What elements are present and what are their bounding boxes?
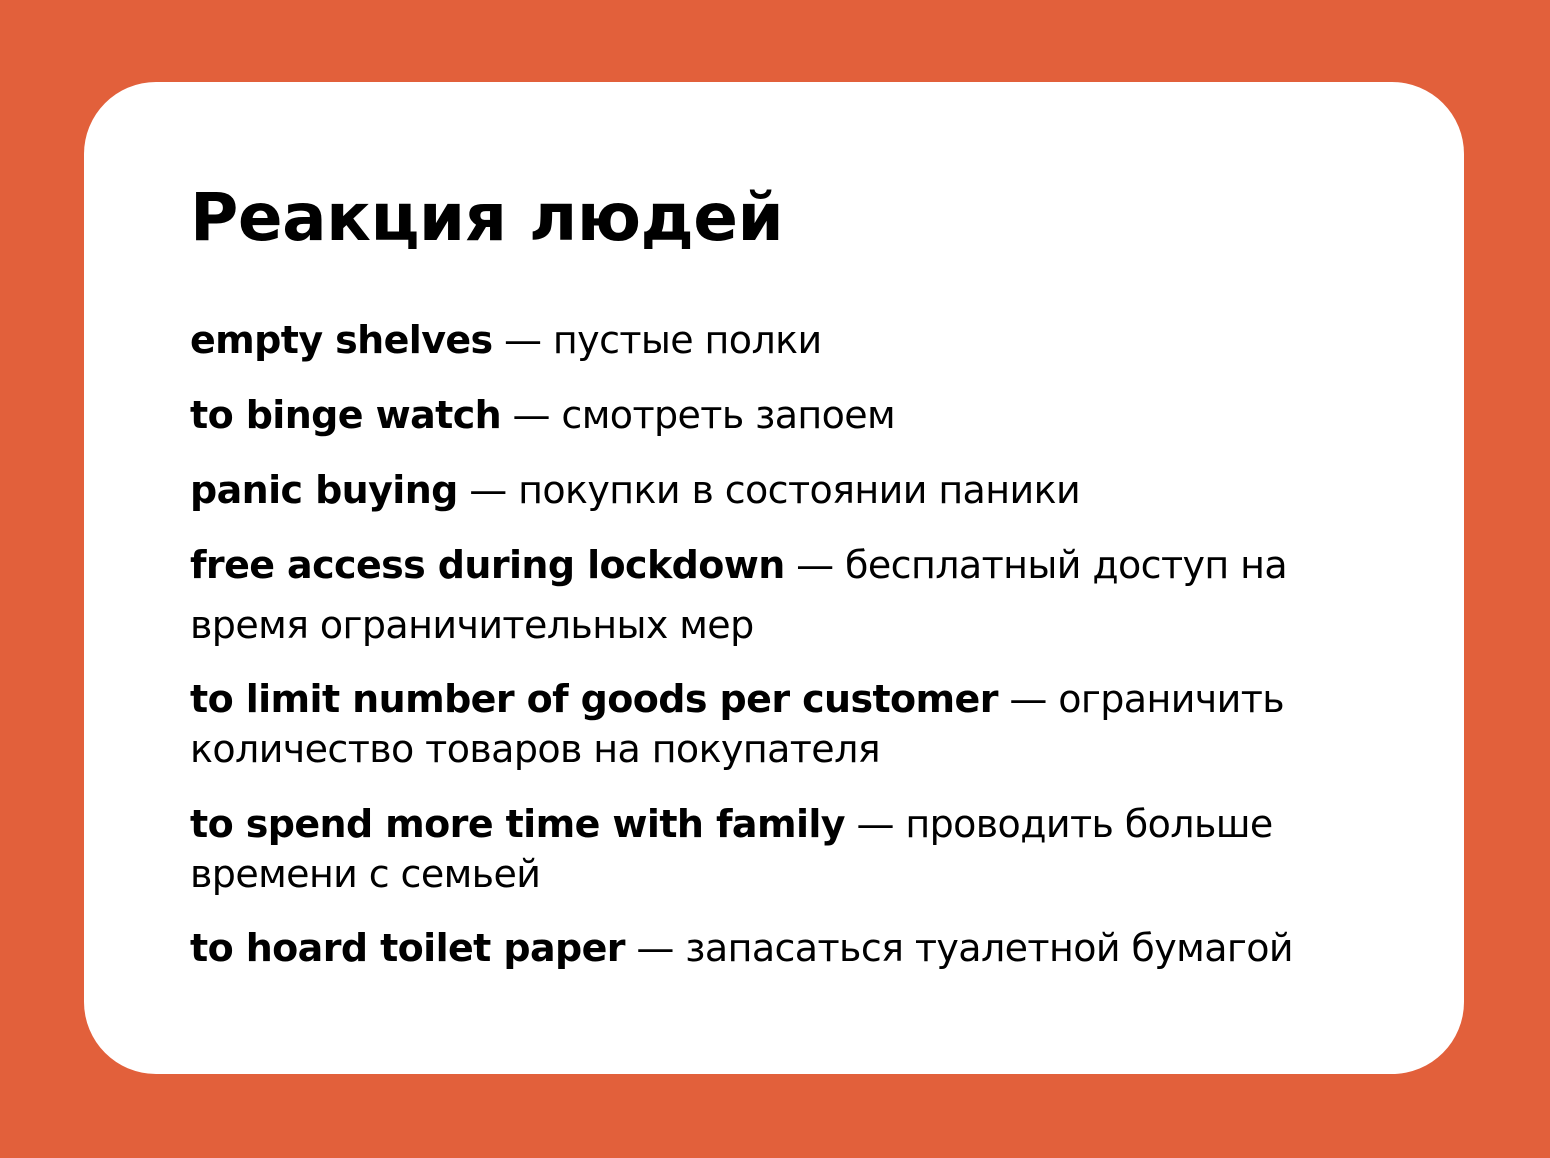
entry-translation: — проводить больше времени с семьей	[190, 802, 1273, 896]
vocabulary-card	[84, 82, 1464, 1074]
entry-translation: — покупки в состоянии паники	[457, 468, 1081, 512]
entry-term: free access during lockdown	[190, 543, 785, 587]
entry-translation: — ограничить количество товаров на покупателя	[190, 677, 1285, 771]
vocabulary-entry	[190, 395, 1370, 435]
entry-term: to binge watch	[190, 393, 502, 437]
vocabulary-entry	[190, 928, 1370, 968]
vocabulary-entry	[190, 470, 1370, 510]
entry-translation: — бесплатный доступ на время ограничительных мер	[190, 543, 1288, 647]
entry-term: to spend more time with family	[190, 802, 845, 846]
vocabulary-entry	[190, 535, 1370, 655]
entry-term: panic buying	[190, 468, 458, 512]
entry-translation: — смотреть запоем	[501, 393, 896, 437]
vocabulary-entry	[190, 674, 1370, 774]
entry-term: to limit number of goods per customer	[190, 677, 998, 721]
vocabulary-entry	[190, 320, 1370, 360]
entry-term: empty shelves	[190, 318, 493, 362]
vocabulary-entry	[190, 799, 1370, 899]
entry-translation: — пустые полки	[492, 318, 822, 362]
entry-translation: — запасаться туалетной бумагой	[624, 926, 1294, 970]
card-title: Реакция людей	[190, 179, 784, 256]
entry-term: to hoard toilet paper	[190, 926, 625, 970]
